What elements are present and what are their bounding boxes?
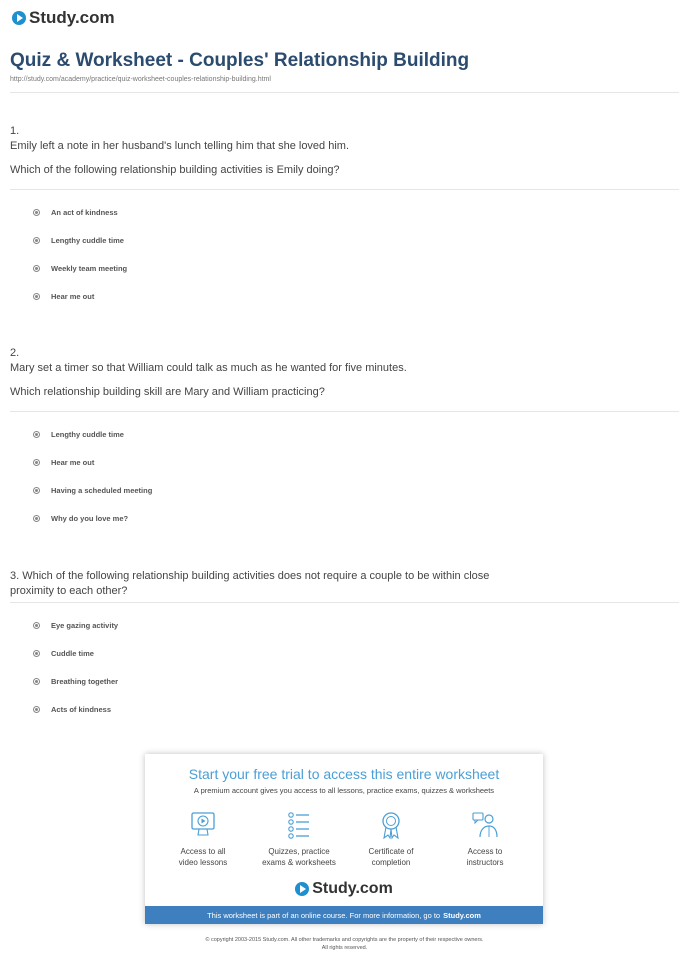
option-label: An act of kindness (51, 208, 118, 217)
answer-option[interactable] (33, 621, 118, 630)
copyright-text: All rights reserved. (321, 945, 368, 951)
feature-label: instructors (466, 858, 504, 867)
radio-icon[interactable] (33, 431, 40, 438)
radio-icon[interactable] (33, 209, 40, 216)
copyright-text: © copyright 2003-2015 Study.com. All other trademarks and copyrights are the property of their respective owners. (205, 937, 484, 943)
answer-option[interactable] (33, 458, 94, 467)
logo-text: Study.com (312, 880, 393, 897)
question-text: Emily left a note in her husband's lunch telling him that she loved him. (10, 140, 350, 152)
promo-study-logo[interactable] (145, 880, 543, 898)
promo-bar-text: This worksheet is part of an online course. For more information, go to (207, 910, 441, 920)
checklist-icon (286, 810, 312, 840)
feature-label: Access to (467, 847, 503, 856)
promo-subtitle: A premium account gives you access to all lessons, practice exams, quizzes & worksheets (193, 786, 495, 795)
answer-option[interactable] (33, 236, 124, 245)
promo-title[interactable]: Start your free trial to access this entire worksheet (188, 766, 500, 782)
radio-icon[interactable] (33, 706, 40, 713)
feature-video-lessons (153, 810, 253, 868)
radio-icon[interactable] (33, 650, 40, 657)
study-link[interactable]: Study.com (443, 910, 481, 920)
page-title: Quiz & Worksheet - Couples' Relationship Building (10, 50, 470, 71)
radio-icon[interactable] (33, 622, 40, 629)
question-text: 3. Which of the following relationship building activities does not require a couple to be within close (10, 570, 490, 582)
copyright-footer (0, 936, 689, 952)
option-label: Hear me out (51, 292, 95, 301)
certificate-icon (378, 810, 404, 840)
option-label: Why do you love me? (51, 514, 129, 523)
divider (10, 602, 679, 603)
feature-quizzes (249, 810, 349, 868)
option-label: Having a scheduled meeting (51, 486, 153, 495)
radio-icon[interactable] (33, 293, 40, 300)
answer-option[interactable] (33, 292, 94, 301)
question-2 (10, 346, 669, 400)
question-3 (10, 569, 669, 599)
divider (10, 189, 679, 190)
question-number: 2. (10, 347, 20, 359)
feature-label: Quizzes, practice (268, 847, 330, 856)
option-label: Eye gazing activity (51, 621, 119, 630)
feature-label: Access to all (180, 847, 226, 856)
instructor-icon (472, 810, 498, 840)
answer-option[interactable] (33, 677, 118, 686)
radio-icon[interactable] (33, 265, 40, 272)
page-url: http://study.com/academy/practice/quiz-worksheet-couples-relationship-building.html (10, 76, 271, 83)
feature-instructors (435, 810, 535, 868)
radio-icon[interactable] (33, 459, 40, 466)
answer-option[interactable] (33, 514, 128, 523)
option-label: Hear me out (51, 458, 95, 467)
radio-icon[interactable] (33, 515, 40, 522)
video-lesson-icon (190, 810, 216, 840)
question-text: Mary set a timer so that William could talk as much as he wanted for five minutes. (10, 362, 407, 374)
option-label: Weekly team meeting (51, 264, 128, 273)
option-label: Lengthy cuddle time (51, 236, 124, 245)
feature-label: exams & worksheets (262, 858, 336, 867)
play-logo-icon (12, 11, 26, 25)
logo-text: Study.com (29, 8, 115, 27)
radio-icon[interactable] (33, 678, 40, 685)
divider (10, 92, 679, 93)
radio-icon[interactable] (33, 237, 40, 244)
option-label: Acts of kindness (51, 705, 112, 714)
play-logo-icon (295, 882, 309, 896)
feature-label: Certificate of (368, 847, 414, 856)
question-text: Which of the following relationship building activities is Emily doing? (10, 164, 340, 176)
divider (10, 411, 679, 412)
promo-info-bar (145, 906, 543, 924)
answer-option[interactable] (33, 430, 124, 439)
answer-option[interactable] (33, 705, 111, 714)
answer-option[interactable] (33, 208, 118, 217)
answer-option[interactable] (33, 649, 94, 658)
free-trial-promo[interactable] (145, 754, 543, 924)
question-number: 1. (10, 125, 20, 137)
option-label: Cuddle time (51, 649, 94, 658)
feature-label: completion (371, 858, 411, 867)
answer-option[interactable] (33, 486, 152, 495)
question-text: proximity to each other? (10, 585, 128, 597)
feature-label: video lessons (178, 858, 228, 867)
option-label: Breathing together (51, 677, 119, 686)
question-text: Which relationship building skill are Mary and William practicing? (10, 386, 325, 398)
radio-icon[interactable] (33, 487, 40, 494)
feature-certificate (341, 810, 441, 868)
option-label: Lengthy cuddle time (51, 430, 124, 439)
study-logo[interactable] (12, 8, 115, 28)
question-1 (10, 124, 669, 178)
answer-option[interactable] (33, 264, 127, 273)
